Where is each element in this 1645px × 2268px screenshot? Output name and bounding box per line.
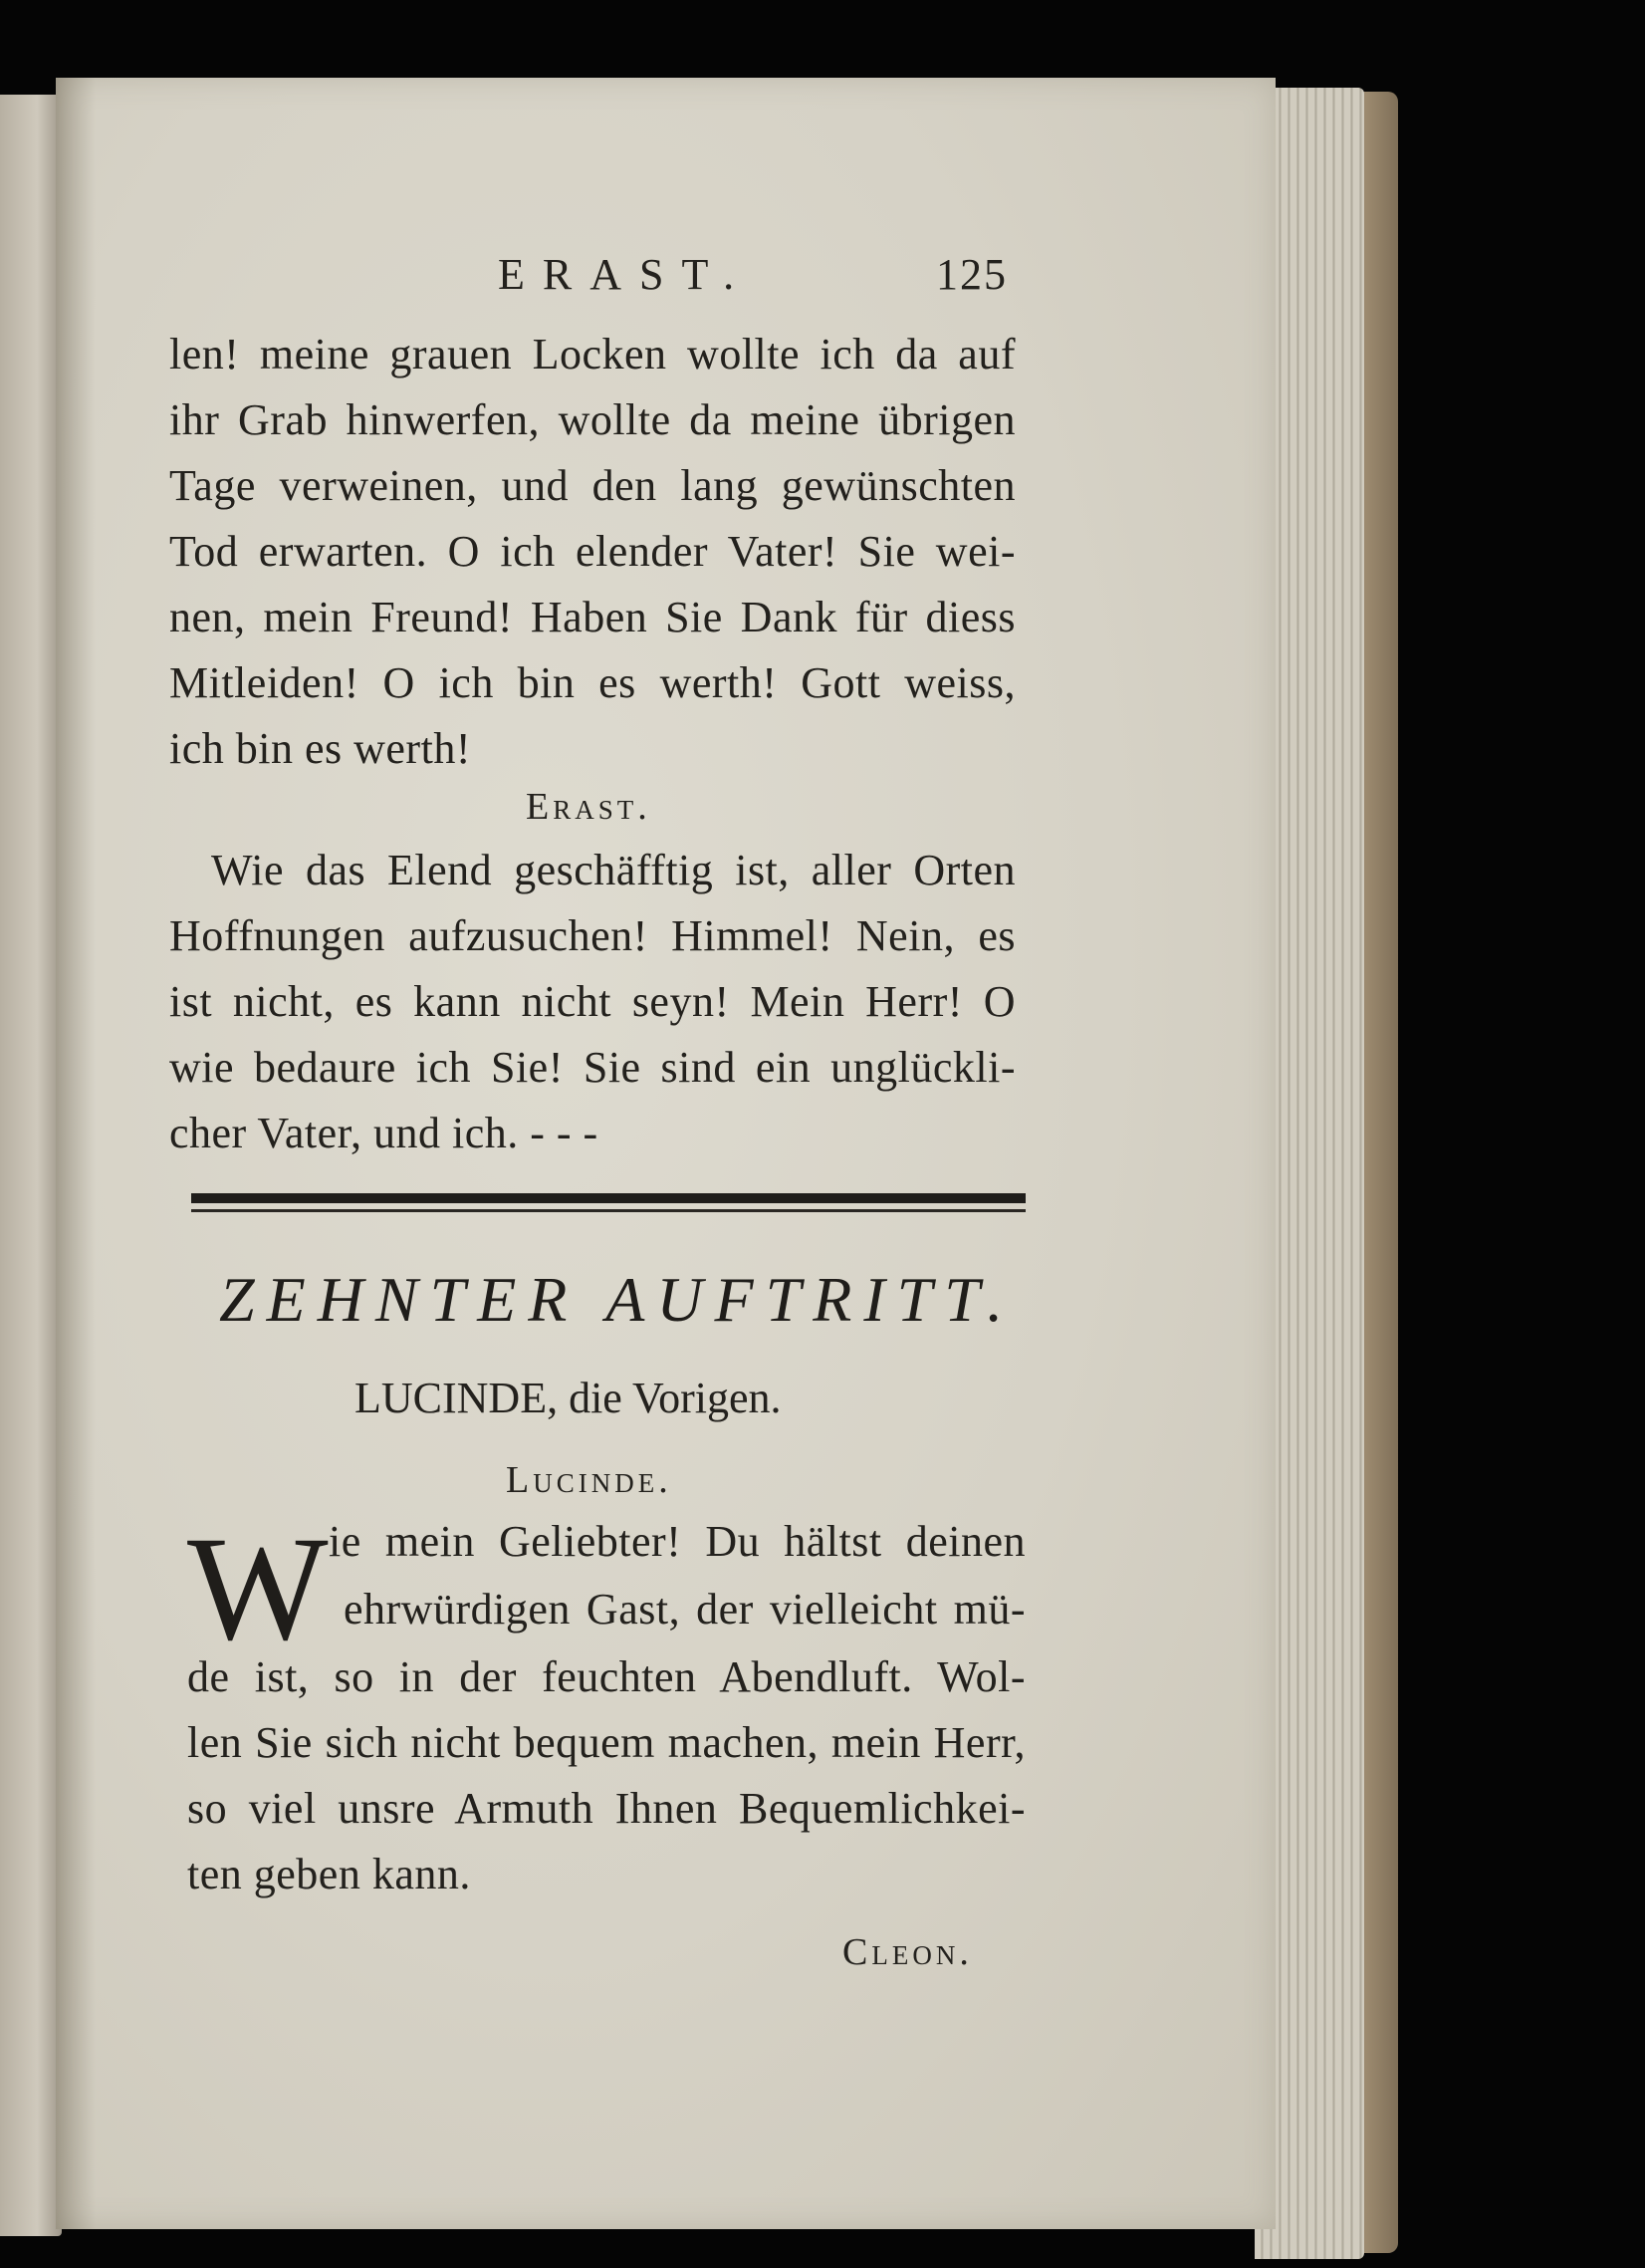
running-head bbox=[0, 249, 1645, 309]
text-line: wie bedaure ich Sie! Sie sind ein unglückli- bbox=[169, 1043, 1016, 1092]
text-line: Tage verweinen, und den lang gewünschten bbox=[169, 461, 1016, 510]
speaker-heading: Lucinde. bbox=[506, 1459, 672, 1501]
section-rule bbox=[191, 1193, 1026, 1203]
section-rule-thin bbox=[191, 1209, 1026, 1212]
text-line: ie mein Geliebter! Du hältst deinen bbox=[329, 1517, 1026, 1566]
text-line: Tod erwarten. O ich elender Vater! Sie wei- bbox=[169, 527, 1016, 576]
text-line: nen, mein Freund! Haben Sie Dank für diess bbox=[169, 593, 1016, 641]
left-page-edge bbox=[0, 95, 62, 2236]
text-line: de ist, so in der feuchten Abendluft. Wol- bbox=[187, 1652, 1026, 1701]
text-line: Wie das Elend geschäfftig ist, aller Orten bbox=[211, 846, 1016, 894]
drop-cap: W bbox=[187, 1506, 329, 1671]
text-line: so viel unsre Armuth Ihnen Bequemlichkei- bbox=[187, 1784, 1026, 1833]
text-line: ihr Grab hinwerfen, wollte da meine übrigen bbox=[169, 395, 1016, 444]
gutter-shadow bbox=[56, 78, 96, 2229]
text-line: ehrwürdigen Gast, der vielleicht mü- bbox=[344, 1585, 1026, 1634]
text-line: cher Vater, und ich. - - - bbox=[169, 1109, 598, 1157]
text-line: ich bin es werth! bbox=[169, 724, 471, 773]
text-line: len! meine grauen Locken wollte ich da auf bbox=[169, 330, 1016, 378]
text-line: Hoffnungen aufzusuchen! Himmel! Nein, es bbox=[169, 911, 1016, 960]
page-number: 125 bbox=[936, 250, 1008, 299]
running-head-title: ERAST. bbox=[498, 250, 753, 299]
speaker-heading: Erast. bbox=[526, 786, 651, 828]
scene-title: ZEHNTER AUFTRITT. bbox=[219, 1264, 1016, 1335]
stage-direction: LUCINDE, die Vorigen. bbox=[354, 1374, 782, 1422]
text-line: ten geben kann. bbox=[187, 1850, 471, 1898]
text-line: len Sie sich nicht bequem machen, mein Herr, bbox=[187, 1718, 1026, 1767]
catchword: Cleon. bbox=[842, 1931, 973, 1973]
text-line: ist nicht, es kann nicht seyn! Mein Herr! O bbox=[169, 977, 1016, 1026]
text-line: Mitleiden! O ich bin es werth! Gott weiss, bbox=[169, 658, 1016, 707]
